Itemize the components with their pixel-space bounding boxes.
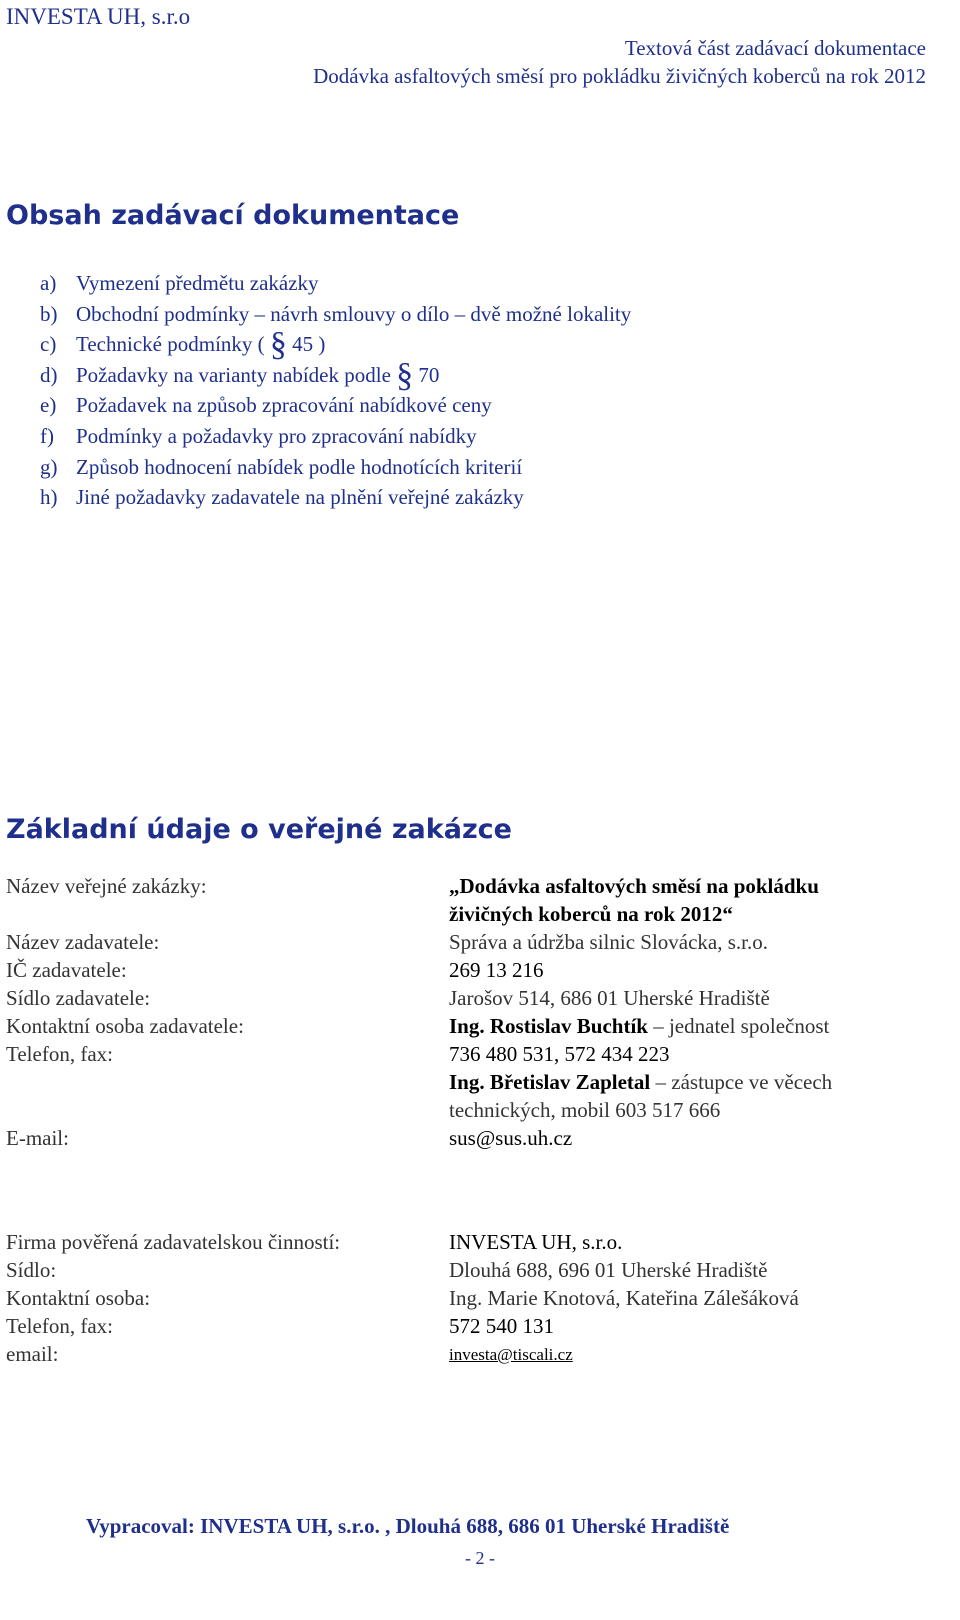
email-value: sus@sus.uh.cz — [449, 1126, 573, 1150]
contact-label: Kontaktní osoba zadavatele: — [6, 1014, 244, 1038]
email-label: E-mail: — [6, 1126, 69, 1150]
toc-item — [40, 356, 631, 394]
contact1-name: Ing. Rostislav Buchtík — [449, 1014, 648, 1038]
header-doc-title: Textová část zadávací dokumentace — [624, 36, 926, 60]
toc-item-letter: c) — [40, 332, 57, 357]
section-sign: § — [269, 326, 287, 364]
toc-item-text: Vymezení předmětu zakázky — [76, 271, 319, 295]
toc-item-letter: b) — [40, 301, 58, 326]
contract-name-line2: živičných koberců na rok 2012“ — [449, 902, 733, 926]
contract-name-label: Název veřejné zakázky: — [6, 874, 207, 898]
toc-item — [40, 390, 631, 421]
firm-phone: 572 540 131 — [449, 1314, 554, 1338]
toc-item — [40, 482, 631, 513]
header-block — [313, 34, 926, 90]
firm-email-link[interactable]: investa@tiscali.cz — [449, 1345, 573, 1364]
basic-heading: Základní údaje o veřejné zakázce — [6, 814, 512, 845]
section-sign: § — [396, 356, 414, 394]
toc-heading: Obsah zadávací dokumentace — [6, 200, 460, 231]
toc-item-letter: d) — [40, 362, 58, 387]
firm-email-label: email: — [6, 1342, 59, 1366]
footer-text: Vypracoval: INVESTA UH, s.r.o. , Dlouhá 688, 686 01 Uherské Hradiště — [86, 1514, 730, 1538]
firm-contact-label: Kontaktní osoba: — [6, 1286, 151, 1310]
seat-value: Jarošov 514, 686 01 Uherské Hradiště — [449, 986, 770, 1010]
toc-item-letter: a) — [40, 271, 57, 295]
toc-item-letter: h) — [40, 485, 58, 510]
toc-list — [40, 268, 631, 513]
firm-label: Firma pověřená zadavatelskou činností: — [6, 1230, 341, 1254]
toc-item-text: Požadavky na varianty nabídek podle — [76, 362, 391, 387]
toc-item-letter: f) — [40, 423, 54, 448]
toc-item-letter: e) — [40, 393, 57, 418]
firm-seat: Dlouhá 688, 696 01 Uherské Hradiště — [449, 1258, 768, 1282]
contact2-role: – zástupce ve věcech — [650, 1070, 833, 1094]
toc-item-text: Jiné požadavky zadavatele na plnění veřejné zakázky — [76, 485, 524, 510]
toc-item-tail: 70 — [413, 362, 440, 387]
header-company: INVESTA UH, s.r.o — [6, 4, 191, 29]
firm-seat-label: Sídlo: — [6, 1258, 57, 1282]
phone-value: 736 480 531, 572 434 223 — [449, 1042, 670, 1066]
ic-label: IČ zadavatele: — [6, 958, 127, 982]
ic-value: 269 13 216 — [449, 958, 544, 982]
toc-item — [40, 326, 631, 364]
contact1 — [449, 1014, 829, 1039]
contact2-role2: technických, mobil 603 517 666 — [449, 1098, 721, 1122]
contact2-name: Ing. Břetislav Zapletal — [449, 1070, 651, 1094]
contracting-name: Správa a údržba silnic Slovácka, s.r.o. — [449, 930, 768, 954]
toc-item — [40, 299, 631, 330]
toc-item-letter: g) — [40, 454, 58, 479]
firm-contact: Ing. Marie Knotová, Kateřina Zálešáková — [449, 1286, 799, 1310]
header-doc-subtitle: Dodávka asfaltových směsí pro pokládku živičných koberců na rok 2012 — [313, 64, 926, 88]
toc-item-tail: 45 ) — [286, 332, 326, 357]
toc-item-text: Požadavek na způsob zpracování nabídkové ceny — [76, 393, 492, 418]
page-number: - 2 - — [465, 1548, 495, 1568]
phone-label: Telefon, fax: — [6, 1042, 113, 1066]
contract-name-line1: „Dodávka asfaltových směsí na pokládku — [449, 874, 819, 898]
toc-item — [40, 421, 631, 452]
seat-label: Sídlo zadavatele: — [6, 986, 151, 1010]
toc-item-text: Obchodní podmínky – návrh smlouvy o dílo – dvě možné lokality — [76, 301, 632, 326]
toc-item — [40, 452, 631, 483]
toc-item-text: Podmínky a požadavky pro zpracování nabídky — [76, 423, 477, 448]
toc-item-text: Technické podmínky ( — [76, 332, 265, 357]
contact2 — [449, 1070, 832, 1095]
toc-item — [40, 268, 631, 299]
toc-item-text: Způsob hodnocení nabídek podle hodnotících kriterií — [76, 454, 523, 479]
firm-phone-label: Telefon, fax: — [6, 1314, 113, 1338]
contact1-role: – jednatel společnost — [647, 1014, 830, 1038]
contracting-name-label: Název zadavatele: — [6, 930, 160, 954]
firm-name: INVESTA UH, s.r.o. — [449, 1230, 623, 1254]
